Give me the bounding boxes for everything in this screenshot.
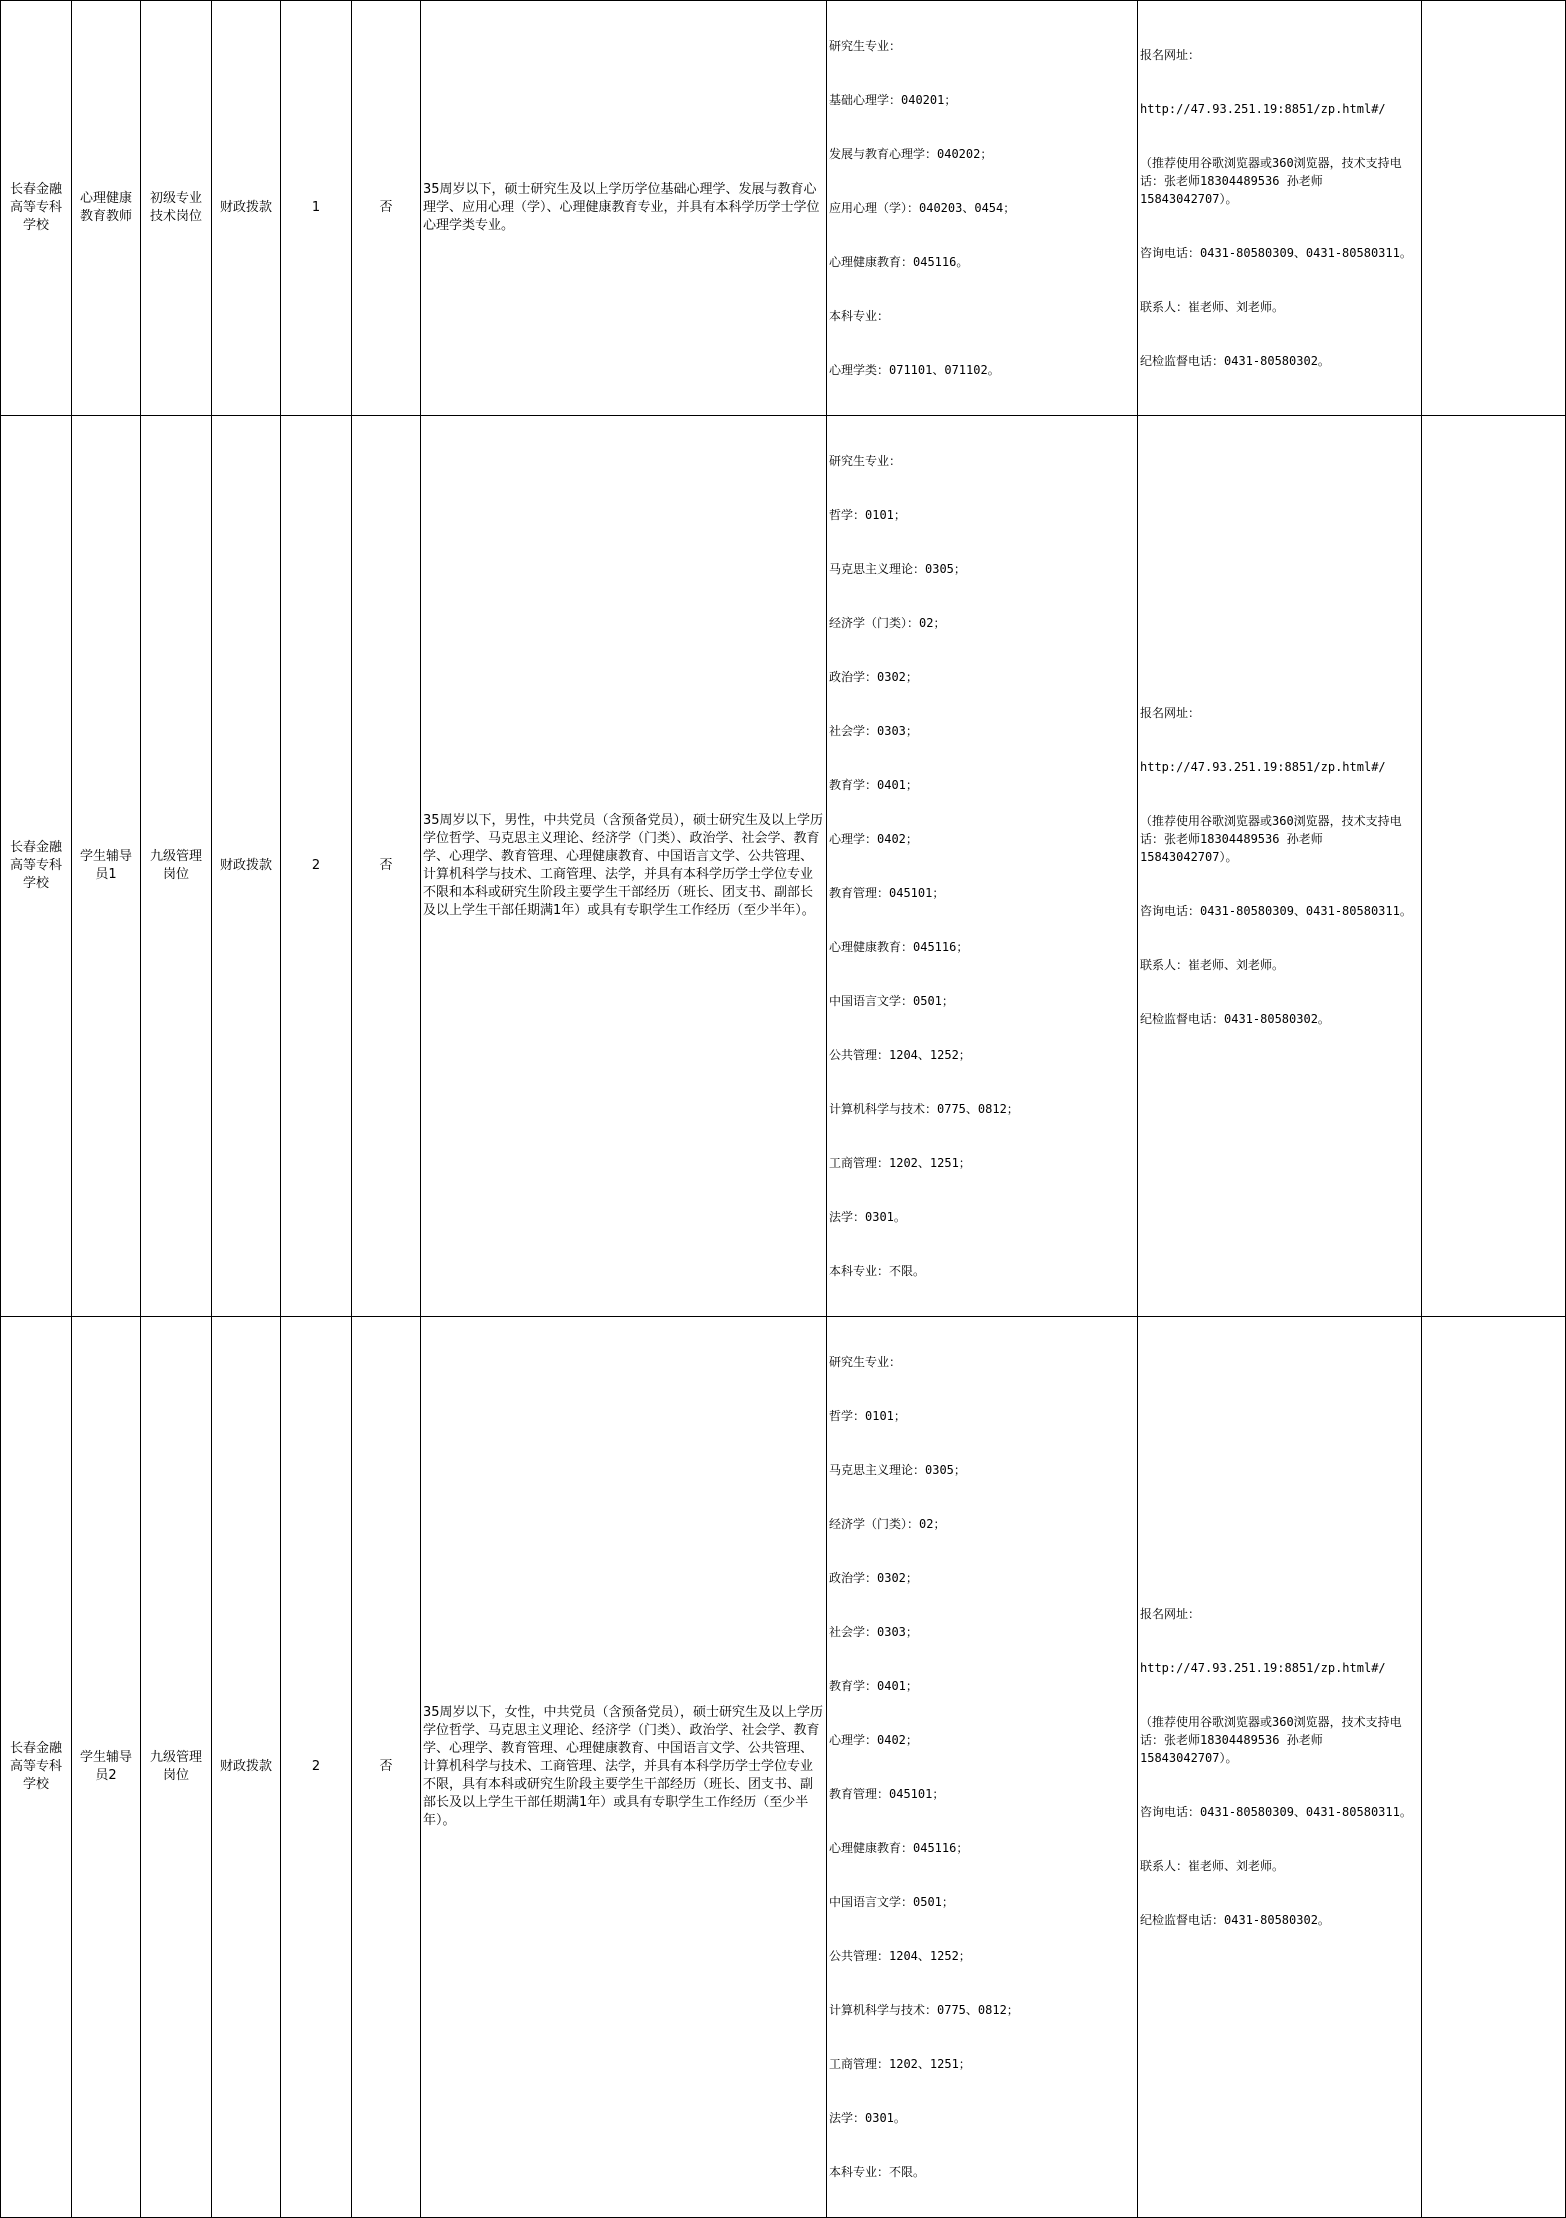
major-line: 哲学：0101；: [829, 508, 906, 522]
major-line: 本科专业：不限。: [829, 1264, 926, 1278]
major-line: 心理学：0402；: [829, 1733, 918, 1747]
level-cell: [141, 1317, 212, 2218]
major-line: 经济学（门类）：02；: [829, 616, 946, 630]
requirements-cell: [421, 416, 827, 1317]
major-line: 法学：0301。: [829, 1210, 906, 1224]
signup-url-link[interactable]: http://47.93.251.19:8851/zp.html#/: [1140, 102, 1386, 116]
funding-type: 财政拨款: [219, 1759, 272, 1774]
requirements-text: 35周岁以下，硕士研究生及以上学历学位基础心理学、发展与教育心理学、应用心理（学）、心理健康教育专业，并具有本科学历学士学位心理学类专业。: [423, 182, 820, 233]
major-line: 教育学：0401；: [829, 1679, 918, 1693]
major-line: 政治学：0302；: [829, 670, 918, 684]
position-level: 初级专业 技术岗位: [149, 191, 202, 224]
hiring-count: 2: [311, 1759, 321, 1774]
contact-line: 联系人：崔老师、刘老师。: [1140, 1859, 1285, 1873]
major-line: 马克思主义理论：0305；: [829, 562, 966, 576]
contact-line: 报名网址：: [1140, 706, 1201, 720]
contact-line: 报名网址：: [1140, 48, 1201, 62]
funding-type: 财政拨款: [219, 200, 272, 215]
requirements-cell: [421, 1, 827, 416]
contact-line: 纪检监督电话：0431-80580302。: [1140, 1012, 1330, 1026]
major-line: 本科专业：不限。: [829, 2165, 926, 2179]
flag-cell: [352, 1317, 421, 2218]
major-line: 中国语言文学：0501；: [829, 1895, 954, 1909]
note-cell: [1422, 1317, 1566, 2218]
level-cell: [141, 1, 212, 416]
major-line: 教育管理：045101；: [829, 886, 945, 900]
hiring-count: 1: [311, 200, 321, 215]
requirements-cell: [421, 1317, 827, 2218]
major-line: 社会学：0303；: [829, 1625, 918, 1639]
contact-line: 纪检监督电话：0431-80580302。: [1140, 354, 1330, 368]
position-name: 学生辅导 员1: [79, 849, 132, 882]
position-cell: [72, 416, 141, 1317]
major-line: 心理健康教育：045116。: [829, 255, 969, 269]
major-line: 公共管理：1204、1252；: [829, 1949, 971, 1963]
position-name: 心理健康 教育教师: [79, 191, 132, 224]
contact-line: （推荐使用谷歌浏览器或360浏览器，技术支持电话：张老师18304489536 孙老师15843042707）。: [1140, 156, 1402, 206]
school-name: 长春金融 高等专科 学校: [9, 840, 62, 891]
school-cell: [1, 1317, 72, 2218]
major-line: 工商管理：1202、1251；: [829, 1156, 971, 1170]
major-line: 社会学：0303；: [829, 724, 918, 738]
funding-cell: [212, 1, 281, 416]
table-row: [1, 416, 1566, 1317]
contact-line: 咨询电话：0431-80580309、0431-80580311。: [1140, 246, 1412, 260]
contact-cell: [1138, 1317, 1422, 2218]
major-line: 基础心理学：040201；: [829, 93, 957, 107]
contact-line: 报名网址：: [1140, 1607, 1201, 1621]
major-line: 哲学：0101；: [829, 1409, 906, 1423]
major-line: 法学：0301。: [829, 2111, 906, 2125]
signup-url-link[interactable]: http://47.93.251.19:8851/zp.html#/: [1140, 760, 1386, 774]
major-line: 政治学：0302；: [829, 1571, 918, 1585]
position-cell: [72, 1317, 141, 2218]
contact-line: 纪检监督电话：0431-80580302。: [1140, 1913, 1330, 1927]
count-cell: [281, 416, 352, 1317]
contact-line: （推荐使用谷歌浏览器或360浏览器，技术支持电话：张老师18304489536 孙老师15843042707）。: [1140, 1715, 1402, 1765]
major-line: 研究生专业：: [829, 39, 902, 53]
count-cell: [281, 1, 352, 416]
requirements-text: 35周岁以下，男性，中共党员（含预备党员），硕士研究生及以上学历学位哲学、马克思主义理论、经济学（门类）、政治学、社会学、教育学、心理学、教育管理、心理健康教育、中国语言文学、公共管理、计算机科学与技术、工商管理、法学，并具有本科学历学士学位专业不限和本科或研究生阶段主要学生干部经历（班长、团支书、副部长及以上学生干部任期满1年）或具有专职学生工作经历（至少半年）。: [423, 813, 824, 918]
level-cell: [141, 416, 212, 1317]
major-line: 教育学：0401；: [829, 778, 918, 792]
major-line: 工商管理：1202、1251；: [829, 2057, 971, 2071]
school-cell: [1, 416, 72, 1317]
major-line: 应用心理（学）：040203、0454；: [829, 201, 1016, 215]
funding-type: 财政拨款: [219, 858, 272, 873]
contact-line: （推荐使用谷歌浏览器或360浏览器，技术支持电话：张老师18304489536 孙老师15843042707）。: [1140, 814, 1402, 864]
funding-cell: [212, 1317, 281, 2218]
yes-no-flag: 否: [379, 200, 393, 215]
contact-cell: [1138, 416, 1422, 1317]
yes-no-flag: 否: [379, 1759, 393, 1774]
major-line: 发展与教育心理学：040202；: [829, 147, 993, 161]
major-line: 计算机科学与技术：0775、0812；: [829, 2003, 1019, 2017]
requirements-text: 35周岁以下，女性，中共党员（含预备党员），硕士研究生及以上学历学位哲学、马克思主义理论、经济学（门类）、政治学、社会学、教育学、心理学、教育管理、心理健康教育、中国语言文学、公共管理、计算机科学与技术、工商管理、法学，并具有本科学历学士学位专业不限，具有本科或研究生阶段主要学生干部经历（班长、团支书、副部长及以上学生干部任期满1年）或具有专职学生工作经历（至少半年）。: [423, 1705, 824, 1828]
position-level: 九级管理 岗位: [149, 849, 202, 882]
position-level: 九级管理 岗位: [149, 1750, 202, 1783]
major-line: 研究生专业：: [829, 1355, 902, 1369]
major-line: 马克思主义理论：0305；: [829, 1463, 966, 1477]
note-cell: [1422, 416, 1566, 1317]
major-line: 公共管理：1204、1252；: [829, 1048, 971, 1062]
contact-cell: [1138, 1, 1422, 416]
school-name: 长春金融 高等专科 学校: [9, 182, 62, 233]
school-cell: [1, 1, 72, 416]
major-line: 心理学类：071101、071102。: [829, 363, 1000, 377]
majors-cell: [827, 416, 1138, 1317]
count-cell: [281, 1317, 352, 2218]
school-name: 长春金融 高等专科 学校: [9, 1741, 62, 1792]
table-row: [1, 1317, 1566, 2218]
majors-cell: [827, 1317, 1138, 2218]
major-line: 心理健康教育：045116；: [829, 940, 969, 954]
major-line: 研究生专业：: [829, 454, 902, 468]
contact-line: 咨询电话：0431-80580309、0431-80580311。: [1140, 904, 1412, 918]
position-name: 学生辅导 员2: [79, 1750, 132, 1783]
contact-line: 联系人：崔老师、刘老师。: [1140, 300, 1285, 314]
major-line: 中国语言文学：0501；: [829, 994, 954, 1008]
major-line: 经济学（门类）：02；: [829, 1517, 946, 1531]
hiring-count: 2: [311, 858, 321, 873]
signup-url-link[interactable]: http://47.93.251.19:8851/zp.html#/: [1140, 1661, 1386, 1675]
position-cell: [72, 1, 141, 416]
major-line: 计算机科学与技术：0775、0812；: [829, 1102, 1019, 1116]
table-row: [1, 1, 1566, 416]
majors-cell: [827, 1, 1138, 416]
contact-line: 联系人：崔老师、刘老师。: [1140, 958, 1285, 972]
contact-line: 咨询电话：0431-80580309、0431-80580311。: [1140, 1805, 1412, 1819]
major-line: 本科专业：: [829, 309, 890, 323]
flag-cell: [352, 416, 421, 1317]
major-line: 心理学：0402；: [829, 832, 918, 846]
yes-no-flag: 否: [379, 858, 393, 873]
funding-cell: [212, 416, 281, 1317]
major-line: 心理健康教育：045116；: [829, 1841, 969, 1855]
note-cell: [1422, 1, 1566, 416]
flag-cell: [352, 1, 421, 416]
major-line: 教育管理：045101；: [829, 1787, 945, 1801]
